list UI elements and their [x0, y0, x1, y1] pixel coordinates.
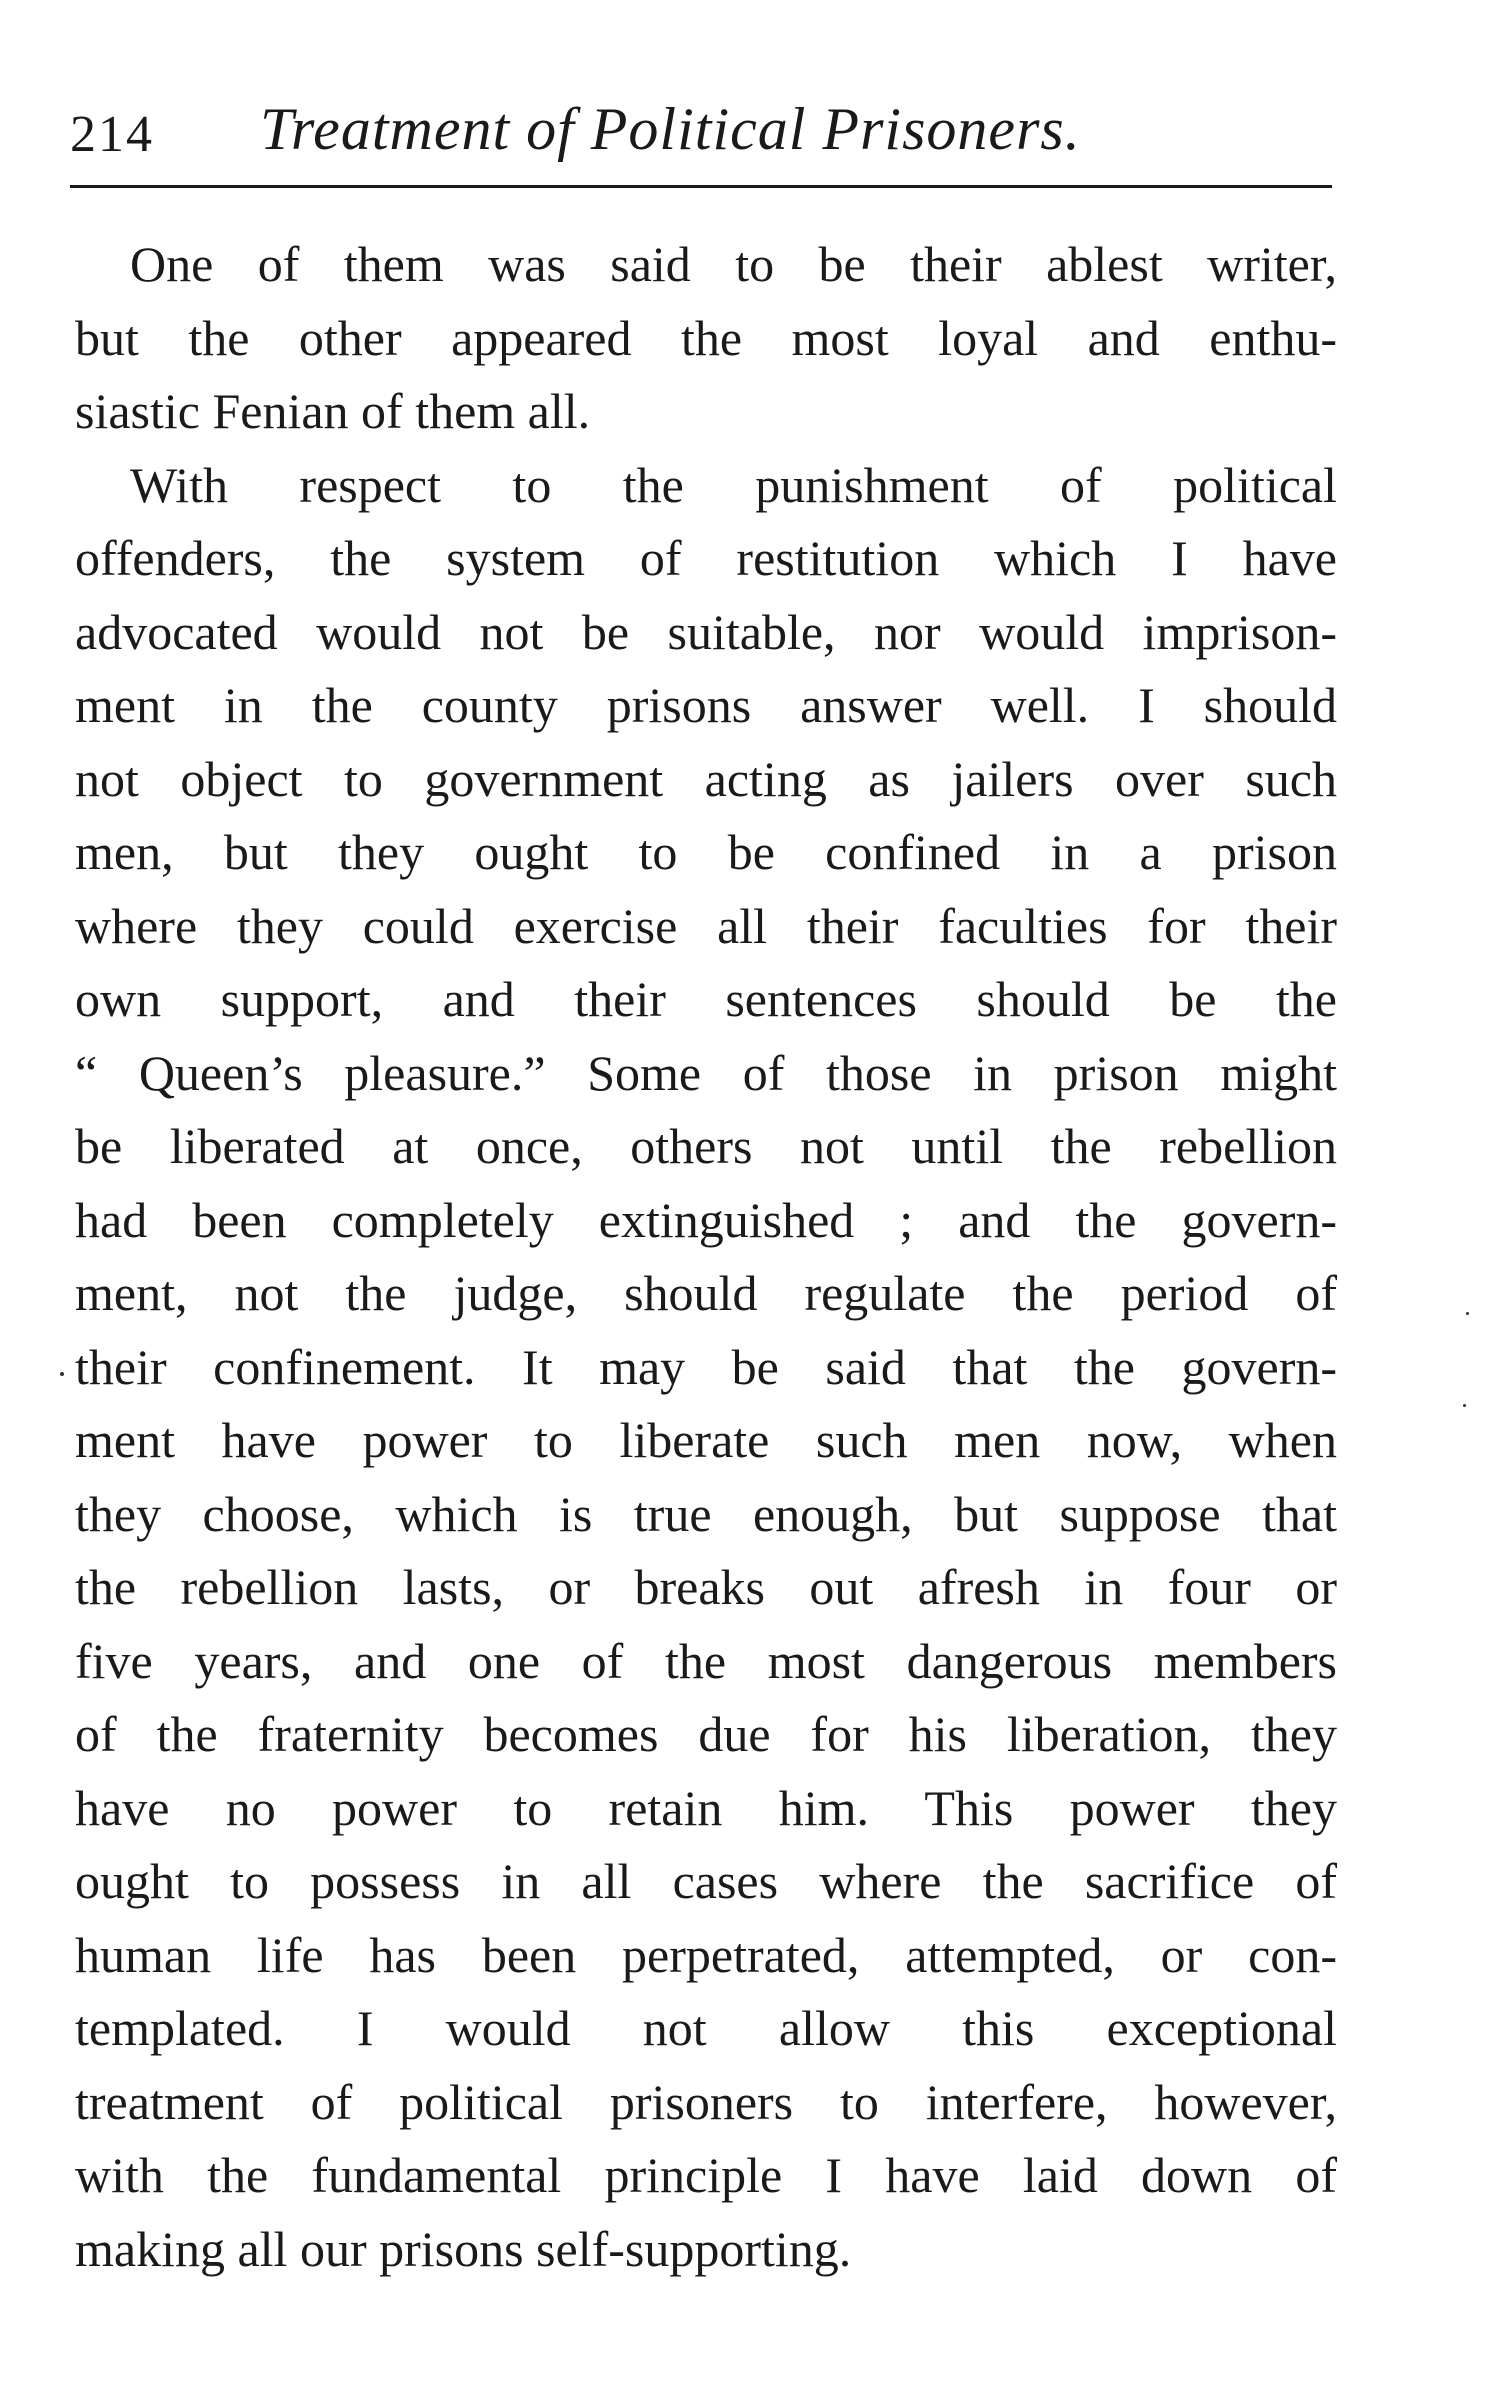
- text-line: have no power to retain him. This power they: [75, 1779, 1337, 1836]
- text-line: human life has been perpetrated, attempted, or con-: [75, 1926, 1337, 1983]
- body-text: [75, 228, 1337, 2286]
- text-line: treatment of political prisoners to interfere, however,: [75, 2073, 1337, 2130]
- text-line: had been completely extinguished ; and the govern-: [75, 1191, 1337, 1248]
- text-line: but the other appeared the most loyal and enthu-: [75, 309, 1337, 366]
- text-line: with the fundamental principle I have laid down of: [75, 2147, 1337, 2203]
- text-line: “ Queen’s pleasure.” Some of those in prison might: [75, 1044, 1337, 1101]
- text-line: men, but they ought to be confined in a prison: [75, 824, 1337, 880]
- text-line: five years, and one of the most dangerous members: [75, 1632, 1337, 1689]
- text-line: siastic Fenian of them all.: [75, 383, 591, 439]
- text-line: One of them was said to be their ablest writer,: [130, 236, 1337, 292]
- running-title: Treatment of Political Prisoners.: [260, 96, 1081, 162]
- text-line: where they could exercise all their faculties for their: [75, 897, 1337, 954]
- text-line: they choose, which is true enough, but suppose that: [75, 1485, 1337, 1542]
- running-head: [70, 95, 1330, 175]
- text-line: not object to government acting as jailers over such: [75, 750, 1337, 807]
- text-line: ought to possess in all cases where the sacrifice of: [75, 1853, 1337, 1909]
- paragraph-2: [75, 449, 1337, 2287]
- text-line: offenders, the system of restitution which I have: [75, 530, 1337, 586]
- text-line: of the fraternity becomes due for his liberation, they: [75, 1706, 1337, 1762]
- text-line: be liberated at once, others not until the rebellion: [75, 1118, 1337, 1174]
- text-line: With respect to the punishment of political: [130, 456, 1337, 513]
- text-line: ment in the county prisons answer well. I should: [75, 677, 1337, 733]
- paper-speck: [1466, 1312, 1469, 1315]
- text-line: ment have power to liberate such men now, when: [75, 1412, 1337, 1468]
- text-line: advocated would not be suitable, nor would imprison-: [75, 603, 1337, 660]
- paragraph-1: [75, 228, 1337, 449]
- header-rule: [70, 185, 1332, 188]
- text-line: the rebellion lasts, or breaks out afresh in four or: [75, 1559, 1337, 1615]
- paper-speck: [1463, 1404, 1466, 1407]
- text-line: making all our prisons self-supporting.: [75, 2220, 852, 2277]
- text-line: templated. I would not allow this exceptional: [75, 2000, 1337, 2056]
- page-number: 214: [70, 106, 154, 163]
- paper-speck: [60, 1372, 64, 1376]
- text-line: their confinement. It may be said that the govern-: [75, 1338, 1337, 1395]
- text-line: own support, and their sentences should be the: [75, 971, 1337, 1027]
- text-line: ment, not the judge, should regulate the period of: [75, 1265, 1337, 1321]
